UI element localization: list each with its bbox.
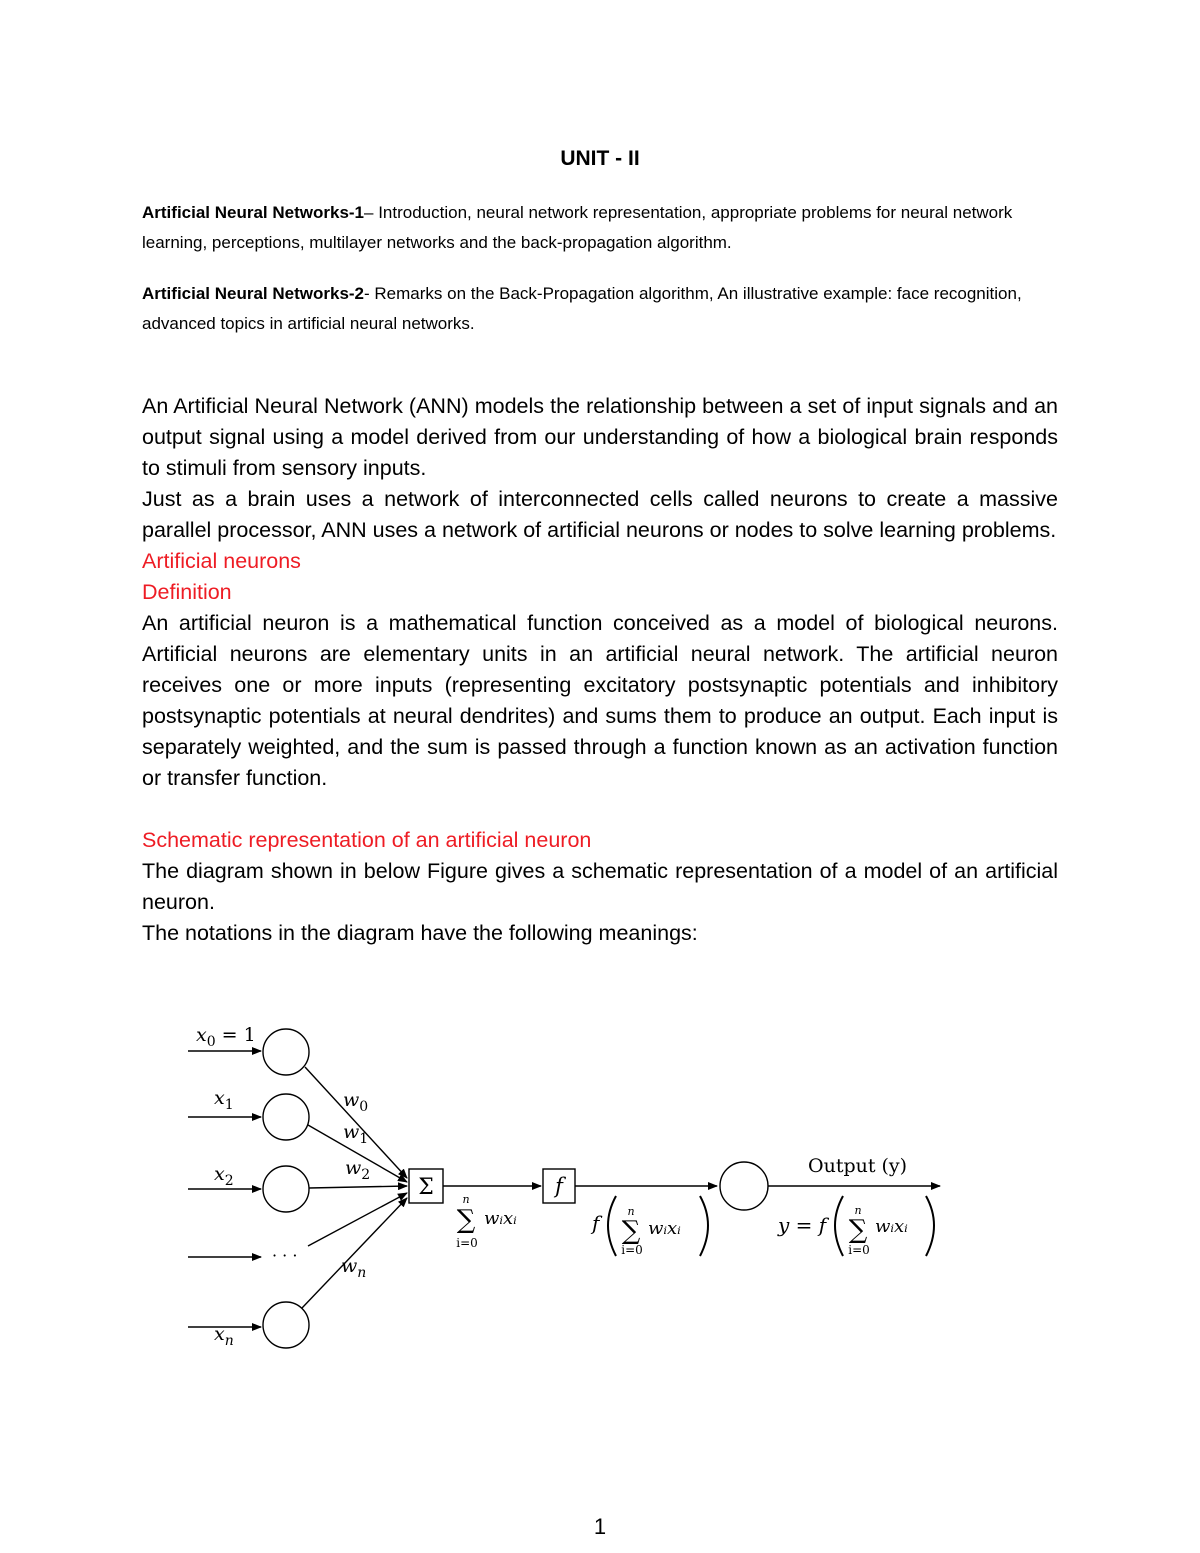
syllabus-heading-2: Artificial Neural Networks-2 [142, 284, 365, 303]
input-label-n: $x_n$ [214, 1323, 234, 1349]
output-expr-lower: i=0 [848, 1243, 870, 1257]
sum-expr-upper: n [462, 1193, 470, 1206]
unit-title: UNIT - II [560, 147, 640, 170]
output-expr-upper: n [854, 1204, 862, 1217]
activated-expr-term: wᵢxᵢ [648, 1218, 681, 1239]
notations-paragraph: The notations in the diagram have the following meanings: [142, 921, 698, 945]
output-node [720, 1162, 768, 1210]
sum-symbol: Σ [418, 1175, 434, 1200]
output-expr-term: wᵢxᵢ [875, 1216, 908, 1237]
syllabus-text-2: - Remarks on the Back-Propagation algorithm, An illustrative example: face recognition, advanced topics in artificial neural networks. [142, 284, 1022, 333]
output-label: Output (y) [808, 1155, 908, 1177]
heading-schematic: Schematic representation of an artificial neuron [142, 828, 592, 852]
output-expr-left-paren [835, 1196, 843, 1256]
weight-label-0: $w_0$ [343, 1089, 369, 1115]
activation-symbol: f [555, 1174, 563, 1198]
weight-label-n: $w_n$ [341, 1255, 367, 1281]
input-node-2 [263, 1166, 309, 1212]
input-label-2: $x_2$ [214, 1163, 234, 1189]
sum-expr-term: wᵢxᵢ [484, 1208, 517, 1229]
page-number: 1 [593, 1514, 607, 1539]
intro-paragraph-2: Just as a brain uses a network of interconnected cells called neurons to create a massive parallel processor, ANN uses a network of artificial neurons or nodes to solve learning problems. [142, 487, 1058, 542]
output-expr-sigma: ∑ [848, 1215, 868, 1245]
activated-expr-upper: n [627, 1205, 635, 1218]
heading-artificial-neurons: Artificial neurons [142, 549, 301, 573]
output-expr-prefix: y = f [778, 1213, 827, 1237]
syllabus-heading-1: Artificial Neural Networks-1 [142, 203, 365, 222]
input-label-1: $x_1$ [214, 1087, 234, 1113]
weight-label-2: $w_2$ [345, 1157, 371, 1183]
activated-expr-sigma: ∑ [621, 1216, 641, 1246]
weight-edge-2 [309, 1186, 407, 1188]
activated-expr-right-paren [700, 1196, 708, 1256]
syllabus-text-1: – Introduction, neural network representation, appropriate problems for neural network learning, perceptions, multilayer networks and the back-propagation algorithm. [142, 203, 1013, 252]
heading-definition: Definition [142, 580, 232, 604]
weight-edge-3 [308, 1193, 407, 1246]
sum-expr-lower: i=0 [456, 1236, 478, 1250]
sum-expr-sigma: ∑ [456, 1205, 476, 1235]
input-node-0 [263, 1029, 309, 1075]
schematic-paragraph: The diagram shown in below Figure gives a schematic representation of a model of an artificial neuron. [142, 859, 1058, 914]
definition-paragraph: An artificial neuron is a mathematical function conceived as a model of biological neurons. Artificial neurons are elementary units in an artificial neural network. The artificial neuron receives one or more inputs (representing excitatory postsynaptic potentials and inhibitory postsynaptic potentials at neural dendrites) and sums them to produce an output. Each input is separately weighted, and the sum is passed through a function known as an activation function or transfer function. [142, 611, 1058, 790]
activated-expr-lower: i=0 [621, 1243, 643, 1257]
ellipsis: · · · [272, 1246, 298, 1265]
activated-expr-prefix: f [592, 1211, 600, 1235]
activated-expr-left-paren [608, 1196, 616, 1256]
input-label-0: $x_0 = 1$ [196, 1024, 256, 1050]
input-node-n [263, 1302, 309, 1348]
output-expr-right-paren [926, 1196, 934, 1256]
intro-paragraph-1: An Artificial Neural Network (ANN) models the relationship between a set of input signals and an output signal using a model derived from our understanding of how a biological brain responds to stimuli from sensory inputs. [142, 394, 1058, 480]
weight-label-1: $w_1$ [343, 1121, 369, 1147]
input-node-1 [263, 1094, 309, 1140]
weight-edge-n [302, 1198, 407, 1308]
